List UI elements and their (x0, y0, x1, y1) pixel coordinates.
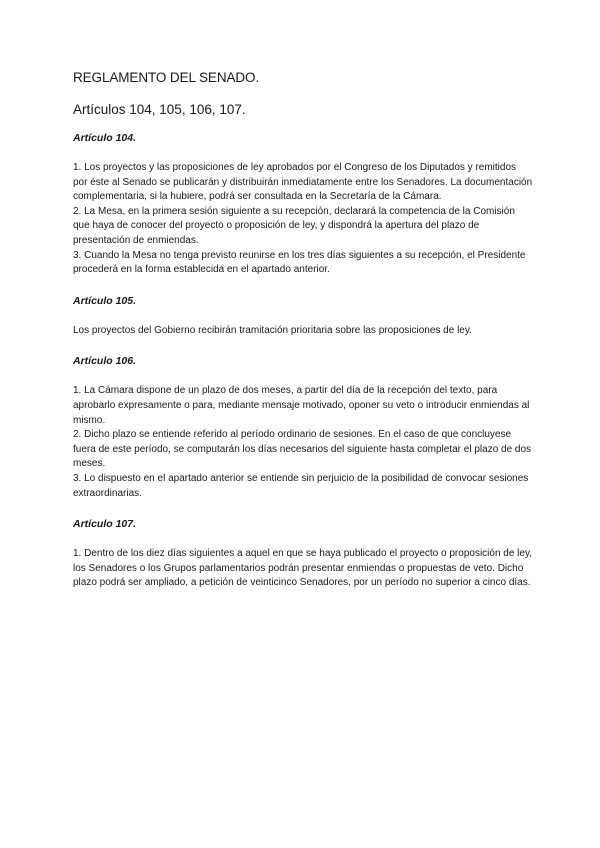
article-104 (73, 132, 533, 278)
article-105 (73, 295, 533, 339)
article-heading: Artículo 104. (73, 132, 137, 144)
article-heading: Artículo 106. (73, 355, 137, 368)
article-paragraph: 3. Cuando la Mesa no tenga previsto reunirse en los tres días siguientes a su recepción, el Presidente procederá en la forma establecida en el apartado anterior. (73, 249, 526, 276)
article-paragraph: 3. Lo dispuesto en el apartado anterior se entiende sin perjuicio de la posibilidad de convocar sesiones extraordinarias. (73, 472, 529, 499)
article-paragraph: 2. Dicho plazo se entiende referido al período ordinario de sesiones. En el caso de que concluyese fuera de este período, se computarán los días necesarios del siguiente hasta completar el plazo de dos meses. (73, 429, 532, 470)
article-paragraph: Los proyectos del Gobierno recibirán tramitación prioritaria sobre las proposiciones de ley. (73, 324, 472, 336)
document-page (73, 70, 533, 608)
document-subtitle: Artículos 104, 105, 106, 107. (73, 102, 246, 117)
article-paragraph: 2. La Mesa, en la primera sesión siguiente a su recepción, declarará la competencia de la Comisión que haya de conocer del proyecto o proposición de ley, y dispondrá la apertura del plazo de presentación de enmiendas. (73, 205, 515, 246)
article-paragraph: 1. La Cámara dispone de un plazo de dos meses, a partir del día de la recepción del texto, para aprobarlo expresamente o para, mediante mensaje motivado, oponer su veto o introducir enmiendas al mismo. (73, 385, 530, 426)
document-title: REGLAMENTO DEL SENADO. (73, 70, 260, 85)
article-paragraph: 1. Los proyectos y las proposiciones de ley aprobados por el Congreso de los Diputados y remitidos por éste al Senado se publicarán y distribuirán inmediatamente entre los Senadores. La documentación complementaria, si la hubiere, podrá ser consultada en la Secretaría de la Cámara. (73, 162, 533, 203)
article-106 (73, 355, 533, 501)
article-107 (73, 518, 533, 591)
article-heading: Artículo 107. (73, 518, 137, 531)
article-paragraph: 1. Dentro de los diez días siguientes a aquel en que se haya publicado el proyecto o proposición de ley, los Senadores o los Grupos parlamentarios podrán presentar enmiendas o propuestas de veto. Dicho plazo podrá ser ampliado, a petición de veinticinco Senadores, por un período no superior a cinco días. (73, 548, 533, 589)
article-heading: Artículo 105. (73, 294, 137, 307)
